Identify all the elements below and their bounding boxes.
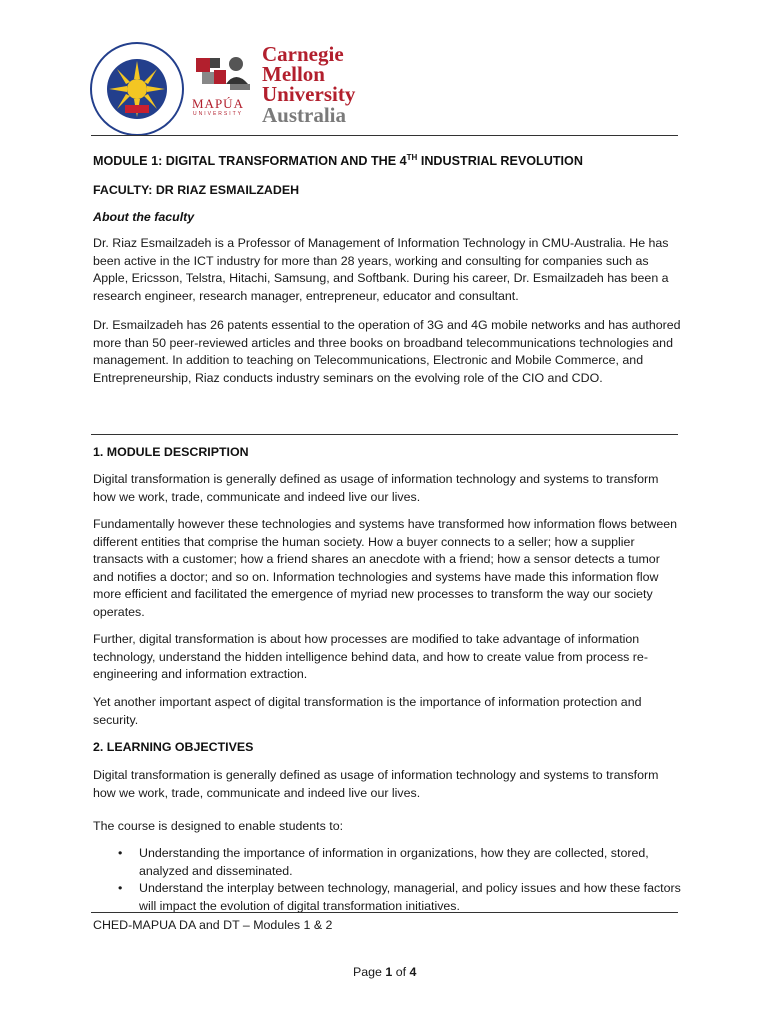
- section2-paragraph-1: Digital transformation is generally defined as usage of information technology and systems to transform how we work, trade, communicate and indeed live our lives.: [93, 768, 659, 800]
- list-item: [93, 845, 681, 880]
- about-paragraph-1: Dr. Riaz Esmailzadeh is a Professor of Management of Information Technology in CMU-Australia. He has been active in the ICT industry for more than 28 years, working and consulting for companies such as Apple, Ericsson, Telstra, Hitachi, Samsung, and Softbank. During his career, Dr. Esmailzadeh has been a research engineer, research manager, entrepreneur, educator and consultant.: [93, 236, 669, 303]
- section2-paragraph-2: The course is designed to enable students to:: [93, 819, 344, 833]
- section1-heading: 1. MODULE DESCRIPTION: [93, 445, 249, 459]
- objectives-list: [93, 845, 681, 915]
- module-title-rest: INDUSTRIAL REVOLUTION: [417, 154, 583, 169]
- module-title: [93, 153, 583, 168]
- page-prefix: Page: [353, 965, 386, 979]
- faculty-line: FACULTY: DR RIAZ ESMAILZADEH: [93, 183, 300, 197]
- footer-left-text: CHED-MAPUA DA and DT – Modules 1 & 2: [93, 918, 333, 932]
- page-current: 1: [385, 965, 393, 979]
- mapua-logo: [190, 44, 256, 118]
- mapua-sub: UNIVERSITY: [193, 111, 244, 117]
- mapua-name: MAPÚA: [192, 96, 244, 111]
- header-divider: [91, 135, 678, 136]
- cmu-logo-line4: Australia: [262, 103, 346, 127]
- bullet-glyph: •: [118, 881, 123, 896]
- about-paragraph-2: Dr. Esmailzadeh has 26 patents essential to the operation of 3G and 4G mobile networks and has authored more than 50 peer-reviewed articles and three books on broadband telecommunications technologies and management. In addition to teaching on Telecommunications, Electronic and Mobile Commerce, and Entrepreneurship, Riaz conducts industry seminars on the evolving role of the CIO and CDO.: [93, 318, 681, 385]
- list-item-text: Understanding the importance of information in organizations, how they are collected, stored, analyzed and disseminated.: [139, 846, 649, 878]
- mapua-emblem-icon: [190, 44, 256, 100]
- module-title-sup: TH: [406, 153, 418, 162]
- section2-heading: 2. LEARNING OBJECTIVES: [93, 740, 254, 754]
- section1-paragraph-4: Yet another important aspect of digital transformation is the importance of information protection and security.: [93, 695, 642, 727]
- footer-divider: [91, 912, 678, 913]
- list-item: [93, 880, 681, 915]
- cmu-logo-line3: University: [262, 82, 356, 106]
- about-heading: About the faculty: [93, 210, 195, 224]
- page-mid: of: [392, 965, 410, 979]
- section1-paragraph-2: Fundamentally however these technologies and systems have transformed how information flows between different entities that comprise the human society. How a buyer connects to a seller; how a supplier transacts with a customer; how a friend shares an anecdote with a friend; how a sensor detects a tumor and notifies a doctor; and so on. Information technologies and systems have made this information flow more efficient and facilitated the emergence of myriad new processes to transform the way our society operates.: [93, 517, 678, 619]
- module-title-main: MODULE 1: DIGITAL TRANSFORMATION AND THE 4: [93, 154, 407, 169]
- page-total: 4: [409, 965, 417, 979]
- list-item-text: Understand the interplay between technology, managerial, and policy issues and how these factors will impact the evolution of digital transformation initiatives.: [139, 881, 681, 913]
- page-number: [353, 964, 416, 982]
- section-divider: [91, 434, 678, 435]
- section1-paragraph-1: Digital transformation is generally defined as usage of information technology and systems to transform how we work, trade, communicate and indeed live our lives.: [93, 472, 659, 504]
- cmu-logo-line1: Carnegie: [262, 42, 344, 66]
- ched-seal-logo: [89, 41, 185, 137]
- bullet-glyph: •: [118, 846, 123, 860]
- cmu-australia-logo: [262, 44, 355, 126]
- cmu-logo-line2: Mellon: [262, 62, 325, 86]
- section1-paragraph-3: Further, digital transformation is about how processes are modified to take advantage of information technology, understand the hidden intelligence behind data, and how to create value from process re-engineering and information extraction.: [93, 632, 648, 682]
